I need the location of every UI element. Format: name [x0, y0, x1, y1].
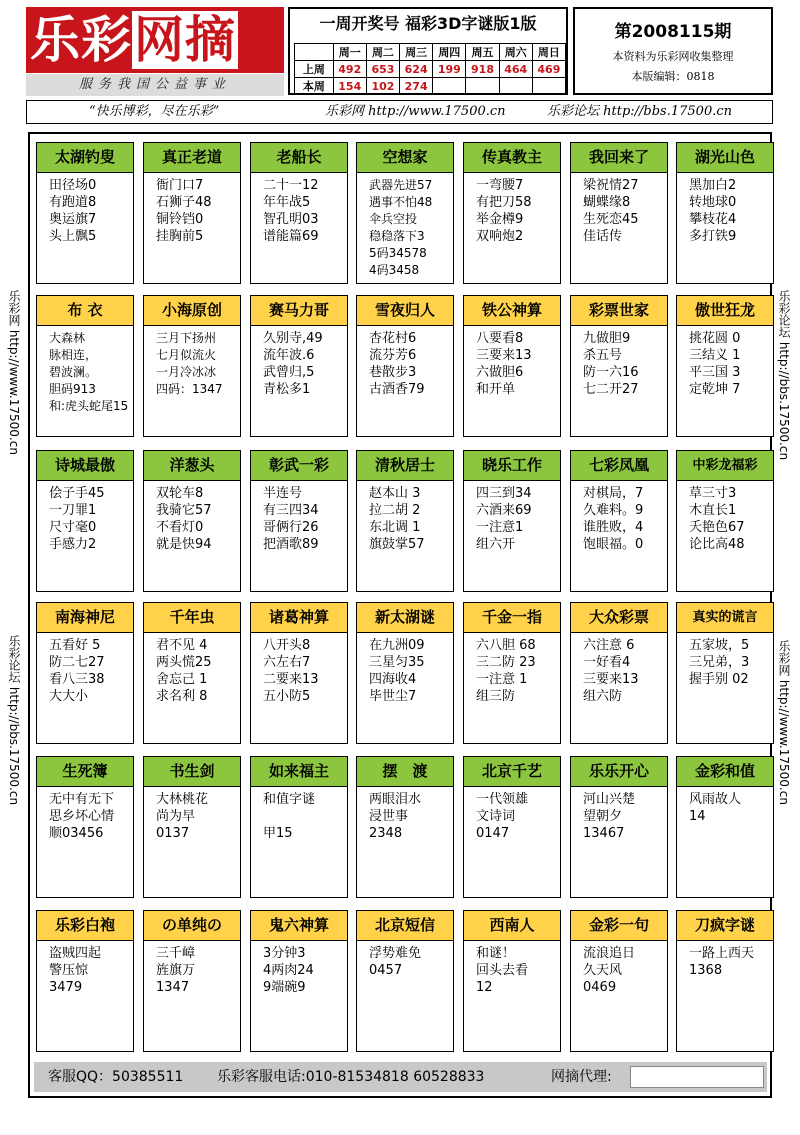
riddle-card-title: の单纯の: [144, 911, 240, 941]
riddle-card: [570, 910, 668, 1052]
riddle-card-title: 彩票世家: [571, 296, 667, 326]
issue-panel: [573, 7, 773, 95]
riddle-card-title: 中彩龙福彩: [677, 451, 773, 481]
riddle-card-title: 刀疯字谜: [677, 911, 773, 941]
riddle-card-body: 风雨故人 14: [689, 792, 742, 824]
riddle-card-body: 六注意 6 一好看4 三要来13 组六防: [583, 638, 639, 704]
weekday-header: 周二: [366, 44, 399, 61]
weekday-header: 周日: [532, 44, 565, 61]
riddle-card-title: 太湖钓叟: [37, 143, 133, 173]
riddle-card-body: 四三到34 六酒来69 一注意1 组六开: [476, 486, 532, 552]
right-side-forum: 乐彩论坛 http://bbs.17500.cn: [777, 290, 791, 461]
riddle-card-title: 我回来了: [571, 143, 667, 173]
riddle-card-body: 3分钟3 4两肉24 9端碗9: [263, 946, 314, 995]
logo-highlight: 网摘: [134, 11, 236, 69]
riddle-card-body: 无中有无下 思乡坏心情 顺03456: [49, 792, 115, 841]
riddle-card: [356, 450, 454, 592]
weekday-header: 周六: [499, 44, 532, 61]
riddle-card: [36, 756, 134, 898]
this-week-number: 274: [400, 78, 433, 95]
riddle-card-body: 大林桃花 尚为早 0137: [156, 792, 209, 841]
riddle-card: [143, 602, 241, 744]
riddle-card-title: 真正老道: [144, 143, 240, 173]
riddle-card-body: 和谜！ 回头去看 12: [476, 946, 529, 995]
footer-bar: [34, 1062, 767, 1092]
riddle-card: [676, 450, 774, 592]
riddle-card: [250, 450, 348, 592]
riddle-card-body: 五家坡，5 三兄弟，3 握手别 02: [689, 638, 750, 687]
riddle-card: [570, 450, 668, 592]
riddle-card-title: 七彩凤凰: [571, 451, 667, 481]
riddle-card-title: 小海原创: [144, 296, 240, 326]
riddle-card: [676, 295, 774, 437]
riddle-card-title: 洋葱头: [144, 451, 240, 481]
riddle-card: [356, 756, 454, 898]
riddle-card-title: 摆 渡: [357, 757, 453, 787]
this-week-number: [499, 78, 532, 95]
last-week-number: 918: [466, 61, 499, 78]
riddle-card-body: 衙门口7 石狮子48 铜铃铛0 挂胸前5: [156, 178, 212, 244]
riddle-card: [143, 756, 241, 898]
riddle-card-title: 鬼六神算: [251, 911, 347, 941]
issue-number: 第2008115期: [614, 22, 732, 42]
riddle-card-title: 大众彩票: [571, 603, 667, 633]
riddle-card: [356, 910, 454, 1052]
riddle-card: [463, 295, 561, 437]
riddle-card: [463, 602, 561, 744]
riddle-card: [250, 910, 348, 1052]
riddle-card-body: 一弯腰7 有把刀58 举金樽9 双响炮2: [476, 178, 532, 244]
riddle-card-body: 八开头8 六左右7 二要来13 五小防5: [263, 638, 319, 704]
logo: [26, 7, 284, 73]
riddle-card-title: 布 衣: [37, 296, 133, 326]
riddle-card-body: 两眼泪水 浸世事 2348: [369, 792, 422, 841]
riddle-card-body: 对棋局，7 久难料。9 谁胜败，4 饱眼福。0: [583, 486, 644, 552]
riddle-card-title: 北京千艺: [464, 757, 560, 787]
riddle-card: [570, 142, 668, 284]
riddle-card-title: 清秋居士: [357, 451, 453, 481]
agent-input-box[interactable]: [630, 1066, 764, 1088]
weekday-header: 周四: [433, 44, 466, 61]
riddle-card-body: 一代领雄 文诗词 0147: [476, 792, 529, 841]
riddle-card-body: 黑加白2 转地球0 攀枝花4 多打铁9: [689, 178, 737, 244]
source-note: 本资料为乐彩网收集整理: [612, 50, 734, 63]
riddle-card: [250, 756, 348, 898]
weekly-results-table: [294, 43, 566, 95]
riddle-card-title: 赛马力哥: [251, 296, 347, 326]
riddle-card: [250, 602, 348, 744]
riddle-card-body: 田径场0 有跑道8 奥运旗7 头上飘5: [49, 178, 97, 244]
last-week-number: 624: [400, 61, 433, 78]
riddle-card-body: 河山兴楚 望朝夕 13467: [583, 792, 636, 841]
editor-note: 本版编辑：0818: [631, 70, 715, 83]
riddle-card-title: 乐乐开心: [571, 757, 667, 787]
riddle-card: [463, 756, 561, 898]
riddle-card-title: 老船长: [251, 143, 347, 173]
riddle-card-title: 雪夜归人: [357, 296, 453, 326]
riddle-card-title: 千年虫: [144, 603, 240, 633]
this-week-number: 102: [366, 78, 399, 95]
riddle-card: [676, 602, 774, 744]
riddle-card-title: 传真教主: [464, 143, 560, 173]
riddle-card-title: 湖光山色: [677, 143, 773, 173]
riddle-card: [36, 450, 134, 592]
tagline-site-link[interactable]: 乐彩网 http://www.17500.cn: [325, 104, 506, 119]
riddle-card-title: 晓乐工作: [464, 451, 560, 481]
weekday-header: 周一: [333, 44, 366, 61]
riddle-card-body: 半连号 有三四34 哥俩行26 把酒歌89: [263, 486, 319, 552]
tagline-quote: “快乐博彩，尽在乐彩”: [89, 104, 220, 119]
draw-results-panel: [288, 7, 568, 95]
footer-phone: 乐彩客服电话:010-81534818 60528833: [217, 1069, 485, 1085]
riddle-card: [570, 602, 668, 744]
riddle-card-title: 新太湖谜: [357, 603, 453, 633]
riddle-card: [356, 295, 454, 437]
riddle-card-body: 赵本山 3 拉二胡 2 东北调 1 旗鼓掌57: [369, 486, 425, 552]
riddle-card-body: 侩子手45 一刀罪1 尺寸毫0 手感力2: [49, 486, 105, 552]
footer-qq: 客服QQ：50385511: [48, 1069, 184, 1085]
tagline-forum-link[interactable]: 乐彩论坛 http://bbs.17500.cn: [547, 104, 733, 119]
riddle-card-title: 傲世狂龙: [677, 296, 773, 326]
riddle-card-title: 北京短信: [357, 911, 453, 941]
riddle-card: [463, 142, 561, 284]
this-week-number: [532, 78, 565, 95]
riddle-card-body: 武器先进57 遇事不怕48 伞兵空投 稳稳落下3 5码34578 4码3458: [369, 178, 433, 277]
riddle-card-title: 西南人: [464, 911, 560, 941]
last-week-number: 469: [532, 61, 565, 78]
riddle-card-body: 君不见 4 两头慌25 舍忘己 1 求名利 8: [156, 638, 212, 704]
riddle-card-body: 流浪追日 久天风 0469: [583, 946, 636, 995]
riddle-card: [463, 910, 561, 1052]
riddle-card-title: 金彩一句: [571, 911, 667, 941]
riddle-card-title: 诸葛神算: [251, 603, 347, 633]
riddle-card: [36, 295, 134, 437]
riddle-card-body: 八要看8 三要来13 六做胆6 和开单: [476, 331, 532, 397]
riddle-card: [143, 450, 241, 592]
riddle-card-body: 浮势难免 0457: [369, 946, 422, 978]
riddle-card-body: 盗贼四起 警压惊 3479: [49, 946, 102, 995]
left-side-site: 乐彩网 http://www.17500.cn: [7, 290, 21, 455]
riddle-card-body: 梁祝情27 蝴蝶缘8 生死恋45 佳话传: [583, 178, 639, 244]
riddle-card-title: 如来福主: [251, 757, 347, 787]
riddle-card-body: 杏花村6 流芬芳6 巷散步3 古酒香79: [369, 331, 425, 397]
riddle-card-body: 双轮车8 我骑它57 不看灯0 就是快94: [156, 486, 212, 552]
riddle-card: [36, 142, 134, 284]
tagline-bar: [26, 100, 773, 124]
riddle-card-body: 久别寺,49 流年波.6 武曾归,5 青松多1: [263, 331, 323, 397]
riddle-card: [676, 756, 774, 898]
riddle-card-title: 空想家: [357, 143, 453, 173]
this-week-number: [466, 78, 499, 95]
riddle-card: [36, 602, 134, 744]
weekday-header: 周五: [466, 44, 499, 61]
riddle-card-title: 千金一指: [464, 603, 560, 633]
logo-prefix: 乐彩: [30, 11, 132, 69]
this-week-number: [433, 78, 466, 95]
riddle-card-title: 书生剑: [144, 757, 240, 787]
riddle-card: [356, 602, 454, 744]
riddle-card-title: 南海神尼: [37, 603, 133, 633]
last-week-number: 199: [433, 61, 466, 78]
footer-agent-label: 网摘代理:: [551, 1069, 612, 1085]
riddle-card: [463, 450, 561, 592]
corner-cell: [295, 44, 334, 61]
riddle-card-body: 五看好 5 防二七27 看八三38 大大小: [49, 638, 105, 704]
riddle-card-body: 一路上西天 1368: [689, 946, 755, 978]
last-week-number: 464: [499, 61, 532, 78]
riddle-card-body: 六八胆 68 三二防 23 一注意 1 组三防: [476, 638, 536, 704]
riddle-card: [36, 910, 134, 1052]
this-week-number: 154: [333, 78, 366, 95]
riddle-card-body: 草三寸3 木直长1 夭艳色67 论比高48: [689, 486, 745, 552]
riddle-card: [143, 295, 241, 437]
riddle-card: [250, 295, 348, 437]
riddle-card: [250, 142, 348, 284]
draw-results-title: 一周开奖号 福彩3D字谜版1版: [319, 14, 537, 33]
riddle-card: [143, 142, 241, 284]
riddle-card: [570, 756, 668, 898]
riddle-card: [356, 142, 454, 284]
slogan: 服务我国公益事业: [26, 74, 284, 96]
right-side-site: 乐彩网 http://www.17500.cn: [777, 640, 791, 805]
riddle-card-title: 生死簿: [37, 757, 133, 787]
left-side-forum: 乐彩论坛 http://bbs.17500.cn: [7, 635, 21, 806]
riddle-card-title: 乐彩白袍: [37, 911, 133, 941]
this-week-label: 本周: [295, 78, 334, 95]
riddle-card-body: 挑花圆 0 三结义 1 平三国 3 定乾坤 7: [689, 331, 741, 397]
riddle-card-body: 三月下扬州 七月似流火 一月冷冰冰 四码：1347: [156, 331, 223, 396]
riddle-card-body: 和值字谜 甲15: [263, 792, 316, 841]
last-week-number: 492: [333, 61, 366, 78]
riddle-card: [676, 910, 774, 1052]
riddle-card-title: 诗城最傲: [37, 451, 133, 481]
weekday-header: 周三: [400, 44, 433, 61]
riddle-card-body: 在九洲09 三星匀35 四海收4 毕世尘7: [369, 638, 425, 704]
riddle-card-body: 三千嶂 旌旗万 1347: [156, 946, 196, 995]
riddle-card: [570, 295, 668, 437]
riddle-card-title: 彰武一彩: [251, 451, 347, 481]
last-week-number: 653: [366, 61, 399, 78]
riddle-card-body: 九做胆9 杀五号 防一六16 七二开27: [583, 331, 639, 397]
riddle-card-title: 铁公神算: [464, 296, 560, 326]
last-week-label: 上周: [295, 61, 334, 78]
riddle-card-body: 二十一12 年年战5 智孔明03 谱能篇69: [263, 178, 319, 244]
riddle-card-body: 大森林 脉相连， 碧波澜。 胆码913 和:虎头蛇尾15: [49, 331, 129, 413]
riddle-card-title: 真实的谎言: [677, 603, 773, 633]
riddle-card: [143, 910, 241, 1052]
riddle-card-title: 金彩和值: [677, 757, 773, 787]
riddle-card: [676, 142, 774, 284]
